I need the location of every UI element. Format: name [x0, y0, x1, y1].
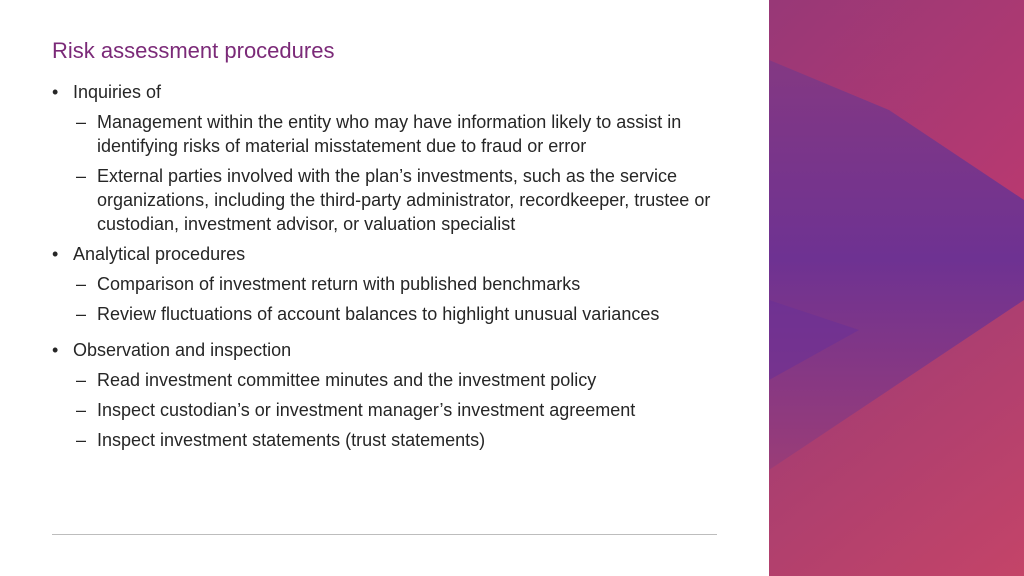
section-analytical [52, 242, 742, 326]
slide-title: Risk assessment procedures [52, 38, 335, 63]
decorative-gradient-panel [769, 0, 1024, 576]
bullet-list [52, 80, 742, 452]
bullet-item [52, 242, 742, 266]
bullet-text: Inquiries of [73, 82, 162, 102]
sub-bullet-text: External parties involved with the plan’s investments, such as the service organizations, including the third-party administrator, recordkeeper, trustee or custodian, investment advisor, or valuation specialist [97, 166, 711, 234]
footer-divider [52, 534, 717, 535]
sub-bullet-glyph: – [76, 112, 87, 132]
sub-bullet-text: Inspect investment statements (trust statements) [97, 430, 486, 450]
section-inquiries [52, 80, 742, 236]
sub-bullet-item [52, 164, 742, 236]
sub-bullet-glyph: – [76, 400, 87, 420]
sub-bullet-text: Read investment committee minutes and the investment policy [97, 370, 597, 390]
sub-bullet-item [52, 428, 742, 452]
sub-bullet-item [52, 398, 742, 422]
sub-bullet-item [52, 272, 742, 296]
sub-bullet-item [52, 110, 742, 158]
sub-bullet-glyph: – [76, 274, 87, 294]
bullet-item [52, 80, 742, 104]
sub-bullet-text: Management within the entity who may have information likely to assist in identifying risks of material misstatement due to fraud or error [97, 112, 682, 156]
bullet-text: Analytical procedures [73, 244, 246, 264]
gradient-art [769, 0, 1024, 576]
sub-bullet-text: Review fluctuations of account balances to highlight unusual variances [97, 304, 660, 324]
sub-bullet-text: Comparison of investment return with published benchmarks [97, 274, 581, 294]
section-observation [52, 338, 742, 452]
sub-bullet-glyph: – [76, 304, 87, 324]
sub-bullet-glyph: – [76, 370, 87, 390]
sub-bullet-item [52, 302, 742, 326]
bullet-glyph: • [52, 340, 59, 360]
sub-bullet-text: Inspect custodian’s or investment manager’s investment agreement [97, 400, 636, 420]
sub-bullet-glyph: – [76, 166, 87, 186]
sub-bullet-glyph: – [76, 430, 87, 450]
bullet-glyph: • [52, 244, 59, 264]
bullet-item [52, 338, 742, 362]
bullet-text: Observation and inspection [73, 340, 292, 360]
sub-bullet-item [52, 368, 742, 392]
bullet-glyph: • [52, 82, 59, 102]
